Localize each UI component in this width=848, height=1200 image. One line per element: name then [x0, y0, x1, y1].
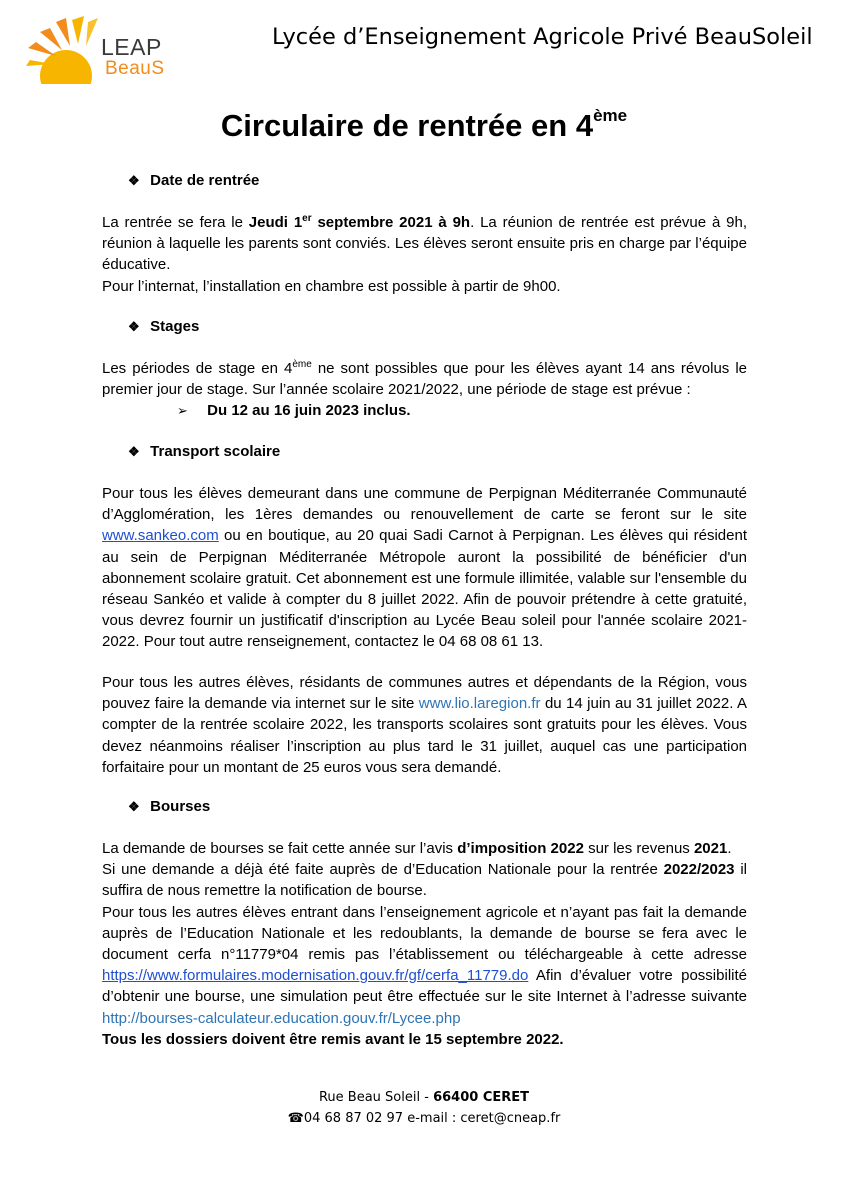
date-paragraph: [102, 212, 747, 297]
transport-paragraph-2: [102, 672, 747, 778]
cerfa-link[interactable]: https://www.formulaires.modernisation.gouv.fr/gf/cerfa_11779.do: [102, 967, 529, 985]
date-bold-day: [249, 214, 470, 231]
transport-text-1: [102, 483, 747, 653]
stages-paragraph: [102, 358, 747, 400]
stages-text-a: Les périodes de stage en 4: [102, 360, 293, 377]
bourses-text-1: [102, 838, 747, 859]
footer-contact-text: 04 68 87 02 97 e-mail : ceret@cneap.fr: [303, 1111, 561, 1126]
heading-stages: [128, 318, 199, 335]
heading-bourses-text: Bourses: [150, 798, 211, 815]
bourses-text-3b: Afin d’évaluer votre possibilité d’obtenir une bourse, une simulation peut être effectuée sur le site Internet à l’adresse suivante: [102, 967, 747, 1006]
bourses-calculateur-link[interactable]: http://bourses-calculateur.education.gouv.fr/Lycee.php: [102, 1009, 461, 1027]
stages-text-b: ne sont possibles que pour les élèves ayant 14 ans révolus le premier jour de stage. Sur l’année scolaire 2021/2022, une période de stage est prévue :: [102, 360, 747, 399]
phone-icon: ☎: [287, 1111, 304, 1126]
date-text-1: [102, 212, 747, 276]
date-bold-month: septembre 2021 à 9h: [311, 214, 471, 231]
logo-text-leap: LEAP: [101, 34, 162, 60]
transport-text-2a: Pour tous les autres élèves, résidants de communes autres et dépendants de la Région, vous pouvez faire la demande via internet sur le site: [102, 674, 747, 713]
bourses-text-2: [102, 859, 747, 901]
transport-text-1b: ou en boutique, au 20 quai Sadi Carnot à Perpignan. Les élèves qui résident au sein de Perpignan Méditerranée Métropole auront la possibilité de bénéficier d'un abonnement scolaire gratuit. Cet abonnement est une formule illimitée, valable sur l'ensemble du réseau Sankéo et valide à compter du 8 juillet 2022. Afin de pouvoir prétendre à cette gratuité, vous devrez fournir un justificatif d'inscription au Lycée Beau soleil pour l'année scolaire 2021-2022. Pour tout autre renseignement, contactez le 04 68 08 61 13.: [102, 527, 747, 651]
footer-address: [0, 1090, 848, 1105]
bourses-deadline: [102, 1029, 747, 1050]
transport-text-2: [102, 672, 747, 778]
stages-superscript: ème: [292, 359, 312, 370]
date-text-intro: La rentrée se fera le: [102, 214, 249, 231]
bourses-text-1a: La demande de bourses se fait cette année sur l’avis: [102, 840, 458, 857]
sankeo-link[interactable]: www.sankeo.com: [102, 527, 219, 545]
bourses-bold-imposition: d’imposition 2022: [457, 840, 584, 857]
arrow-bullet-icon: ➢: [177, 403, 188, 418]
bourses-text-1e: .: [727, 840, 732, 857]
heading-stages-text: Stages: [150, 318, 200, 335]
bourses-paragraph: [102, 838, 747, 1050]
diamond-bullet-icon: ❖: [128, 444, 140, 459]
page-title: [0, 105, 848, 144]
laregion-link[interactable]: www.lio.laregion.fr: [418, 695, 541, 713]
footer-contact: [0, 1111, 848, 1126]
date-superscript: er: [302, 213, 312, 224]
date-text-rest: . La réunion de rentrée est prévue à 9h, réunion à laquelle les parents sont conviés. Les élèves seront ensuite pris en charge par l’équipe éducative.: [102, 214, 747, 274]
heading-transport-scolaire: [128, 443, 280, 460]
school-name: Lycée d’Enseignement Agricole Privé BeauSoleil: [272, 24, 813, 50]
diamond-bullet-icon: ❖: [128, 799, 140, 814]
stages-bullet-text: Du 12 au 16 juin 2023 inclus.: [207, 402, 411, 419]
stages-bullet: [177, 402, 411, 419]
footer-city: 66400 CERET: [433, 1090, 529, 1105]
heading-transport-text: Transport scolaire: [150, 443, 281, 460]
stages-text: [102, 358, 747, 400]
sun-logo-icon: [26, 14, 106, 84]
bourses-text-1c: sur les revenus: [583, 840, 694, 857]
bourses-text-3: [102, 902, 747, 1029]
bourses-text-3a: Pour tous les autres élèves entrant dans l’enseignement agricole et n’ayant pas fait la demande auprès de l’Education Nationale et les redoublants, la demande de bourse se fera avec le document cerfa n°11779*04 remis pas l’établissement ou téléchargeable à cette adresse: [102, 903, 747, 964]
heading-date-text: Date de rentrée: [150, 172, 260, 189]
diamond-bullet-icon: ❖: [128, 319, 140, 334]
bourses-deadline-text: Tous les dossiers doivent être remis avant le 15 septembre 2022.: [102, 1030, 564, 1048]
date-text-2: Pour l’internat, l’installation en chambre est possible à partir de 9h00.: [102, 277, 561, 295]
title-superscript: ème: [593, 105, 628, 125]
bourses-text-2a: Si une demande a déjà été faite auprès de d’Education Nationale pour la rentrée: [102, 861, 664, 879]
leap-logo: [26, 14, 176, 84]
title-text: Circulaire de rentrée en 4: [220, 108, 594, 143]
transport-paragraph-1: [102, 483, 747, 653]
bourses-bold-rentree: 2022/2023: [663, 861, 735, 879]
footer-street: Rue Beau Soleil -: [318, 1090, 434, 1105]
bourses-text-2c: il suffira de nous remettre la notification de bourse.: [102, 861, 747, 900]
transport-text-1a: Pour tous les élèves demeurant dans une commune de Perpignan Méditerranée Communauté d’Agglomération, les 1ères demandes ou renouvellement de carte se feront sur le site: [102, 485, 747, 524]
heading-date-de-rentree: [128, 172, 259, 189]
transport-text-2b: du 14 juin au 31 juillet 2022. A compter de la rentrée scolaire 2022, les transports scolaires sont gratuits pour les élèves. Vous devez néanmoins réaliser l’inscription au plus tard le 31 juillet, auquel cas une participation forfaitaire pour un montant de 25 euros vous sera demandé.: [102, 695, 747, 776]
bourses-bold-year: 2021: [693, 840, 728, 857]
logo-text-beaus: BeauS: [105, 58, 165, 79]
date-bold-day-text: Jeudi 1: [248, 214, 303, 231]
heading-bourses: [128, 798, 210, 815]
diamond-bullet-icon: ❖: [128, 173, 140, 188]
